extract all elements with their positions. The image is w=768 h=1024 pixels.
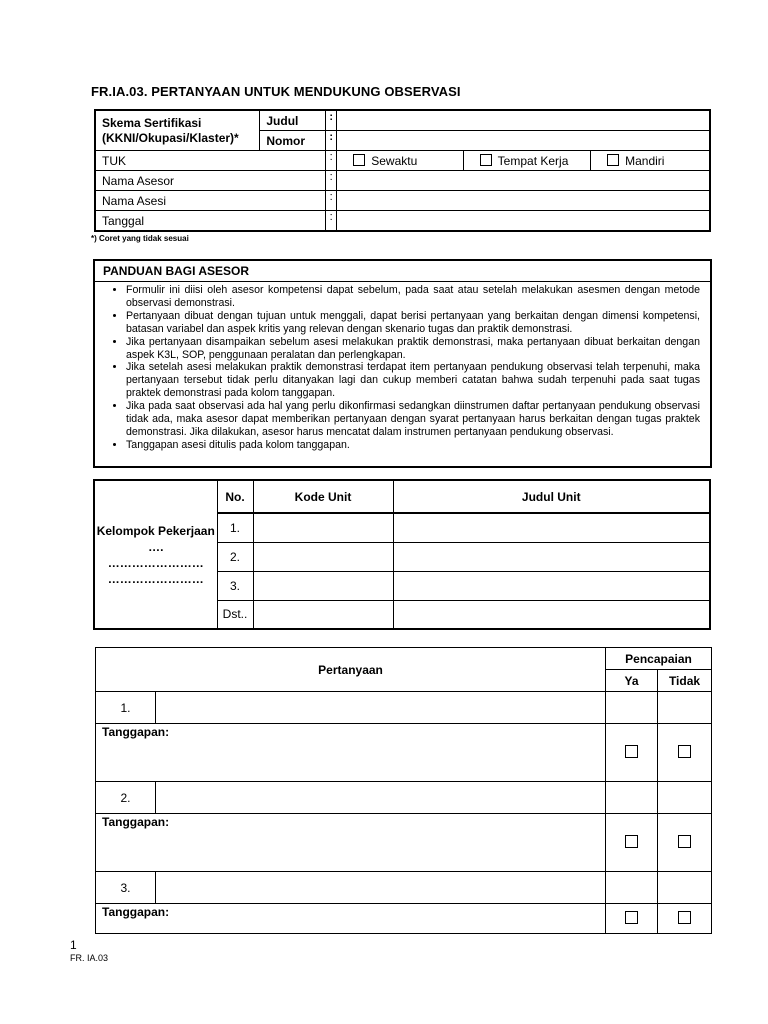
col-kode-unit: Kode Unit	[253, 480, 393, 513]
page-title: FR.IA.03. PERTANYAAN UNTUK MENDUKUNG OBSERVASI	[91, 84, 461, 99]
form-code: FR. IA.03	[70, 953, 109, 963]
ya-checkbox-cell[interactable]	[606, 904, 658, 934]
list-item: • Jika setelah asesi melakukan praktik demonstrasi terdapat item pertanyaan pendukung observasi telah terpenuhi, maka pertanyaan tersebut tidak perlu ditanyakan lagi dan cukup memberi catatan bahwa sudah terpenuhi pada saat tugas praktek demonstrasi pada kolom tanggapan.	[126, 361, 700, 400]
tanggal-field[interactable]	[337, 211, 710, 232]
colon: :	[326, 131, 337, 151]
footnote: *) Coret yang tidak sesuai	[91, 234, 189, 243]
tidak-checkbox-cell[interactable]	[658, 904, 712, 934]
judul-unit-cell[interactable]	[393, 513, 710, 542]
row-number: Dst..	[217, 600, 253, 629]
table-row	[96, 904, 712, 934]
nomor-field[interactable]	[337, 131, 710, 151]
skema-label	[95, 110, 260, 151]
checkbox-icon[interactable]	[353, 154, 365, 166]
tidak-checkbox-cell[interactable]	[658, 814, 712, 872]
checkbox-icon[interactable]	[480, 154, 492, 166]
header-table	[94, 109, 711, 232]
unit-table	[93, 479, 711, 630]
question-field[interactable]	[155, 692, 605, 724]
colon: :	[326, 151, 337, 171]
table-row	[96, 692, 712, 724]
table-row	[96, 872, 712, 904]
judul-unit-cell[interactable]	[393, 542, 710, 571]
skema-label-line1: Skema Sertifikasi	[102, 115, 202, 130]
col-judul-unit: Judul Unit	[393, 480, 710, 513]
question-number: 1.	[96, 692, 156, 724]
kode-unit-cell[interactable]	[253, 600, 393, 629]
colon: :	[326, 171, 337, 191]
col-ya: Ya	[606, 670, 658, 692]
judul-unit-cell[interactable]	[393, 600, 710, 629]
tanggapan-label[interactable]: Tanggapan:	[96, 814, 606, 872]
question-number: 2.	[96, 782, 156, 814]
list-item: • Formulir ini diisi oleh asesor kompetensi dapat sebelum, pada saat atau setelah melakukan asesmen dengan metode observasi demonstrasi.	[126, 284, 700, 310]
ya-checkbox-cell[interactable]	[606, 814, 658, 872]
ya-checkbox-cell[interactable]	[606, 724, 658, 782]
checkbox-icon[interactable]	[625, 745, 638, 758]
kode-unit-cell[interactable]	[253, 542, 393, 571]
tanggal-label: Tanggal	[95, 211, 326, 232]
tuk-sewaktu[interactable]	[337, 151, 463, 171]
list-item: • Tanggapan asesi ditulis pada kolom tanggapan.	[126, 439, 700, 452]
panduan-box	[93, 259, 712, 468]
judul-label: Judul	[260, 110, 326, 131]
list-item: • Pertanyaan dibuat dengan tujuan untuk menggali, dapat berisi pertanyaan yang berkaitan dengan dimensi kompetensi, batasan variabel dan aspek kritis yang relevan dengan skenario tugas dan praktik demonstrasi.	[126, 310, 700, 336]
skema-label-line2: (KKNI/Okupasi/Klaster)*	[102, 130, 239, 145]
col-pertanyaan: Pertanyaan	[96, 648, 606, 692]
colon: :	[326, 191, 337, 211]
page-number: 1	[70, 938, 77, 952]
tidak-checkbox-cell[interactable]	[658, 724, 712, 782]
table-row	[96, 814, 712, 872]
checkbox-icon[interactable]	[678, 835, 691, 848]
col-no: No.	[217, 480, 253, 513]
col-pencapaian: Pencapaian	[606, 648, 712, 670]
kelompok-dots: ….	[148, 539, 164, 554]
tuk-tempat-kerja[interactable]	[463, 151, 590, 171]
question-field[interactable]	[155, 872, 605, 904]
judul-field[interactable]	[337, 110, 710, 131]
list-item: • Jika pada saat observasi ada hal yang perlu dikonfirmasi sedangkan diinstrumen daftar pertanyaan pendukung observasi tidak ada, maka asesor dapat memberikan pertanyaan dengan syarat pertanyaan harus berkaitan dengan tugas praktek demonstrasi. Jika dilakukan, asesor harus mencatat dalam instrumen pertanyaan pendukung observasi.	[126, 400, 700, 439]
nama-asesor-label: Nama Asesor	[95, 171, 326, 191]
checkbox-icon[interactable]	[607, 154, 619, 166]
tuk-label: TUK	[95, 151, 326, 171]
tuk-mandiri[interactable]	[591, 151, 710, 171]
kelompok-dots: ……………………	[107, 555, 204, 570]
tanggapan-label[interactable]: Tanggapan:	[96, 904, 606, 934]
sewaktu-label: Sewaktu	[371, 153, 418, 168]
checkbox-icon[interactable]	[625, 911, 638, 924]
nama-asesor-field[interactable]	[337, 171, 710, 191]
question-number: 3.	[96, 872, 156, 904]
table-row	[96, 724, 712, 782]
kode-unit-cell[interactable]	[253, 513, 393, 542]
tanggapan-label[interactable]: Tanggapan:	[96, 724, 606, 782]
colon: :	[326, 110, 337, 131]
row-number: 2.	[217, 542, 253, 571]
panduan-heading: PANDUAN BAGI ASESOR	[95, 261, 710, 282]
checkbox-icon[interactable]	[625, 835, 638, 848]
nama-asesi-label: Nama Asesi	[95, 191, 326, 211]
panduan-list	[95, 284, 710, 452]
row-number: 3.	[217, 571, 253, 600]
kelompok-dots: ……………………	[107, 571, 204, 586]
checkbox-icon[interactable]	[678, 745, 691, 758]
nomor-label: Nomor	[260, 131, 326, 151]
col-tidak: Tidak	[658, 670, 712, 692]
checkbox-icon[interactable]	[678, 911, 691, 924]
tempat-kerja-label: Tempat Kerja	[497, 153, 569, 168]
nama-asesi-field[interactable]	[337, 191, 710, 211]
question-field[interactable]	[155, 782, 605, 814]
kelompok-label: Kelompok Pekerjaan	[96, 523, 215, 538]
table-row	[96, 782, 712, 814]
kelompok-pekerjaan	[94, 480, 217, 629]
row-number: 1.	[217, 513, 253, 542]
question-table	[95, 647, 712, 934]
mandiri-label: Mandiri	[625, 153, 665, 168]
colon: :	[326, 211, 337, 232]
kode-unit-cell[interactable]	[253, 571, 393, 600]
judul-unit-cell[interactable]	[393, 571, 710, 600]
list-item: • Jika pertanyaan disampaikan sebelum asesi melakukan praktik demonstrasi, maka pertanyaan dibuat berkaitan dengan aspek K3L, SOP, penggunaan peralatan dan perlengkapan.	[126, 336, 700, 362]
